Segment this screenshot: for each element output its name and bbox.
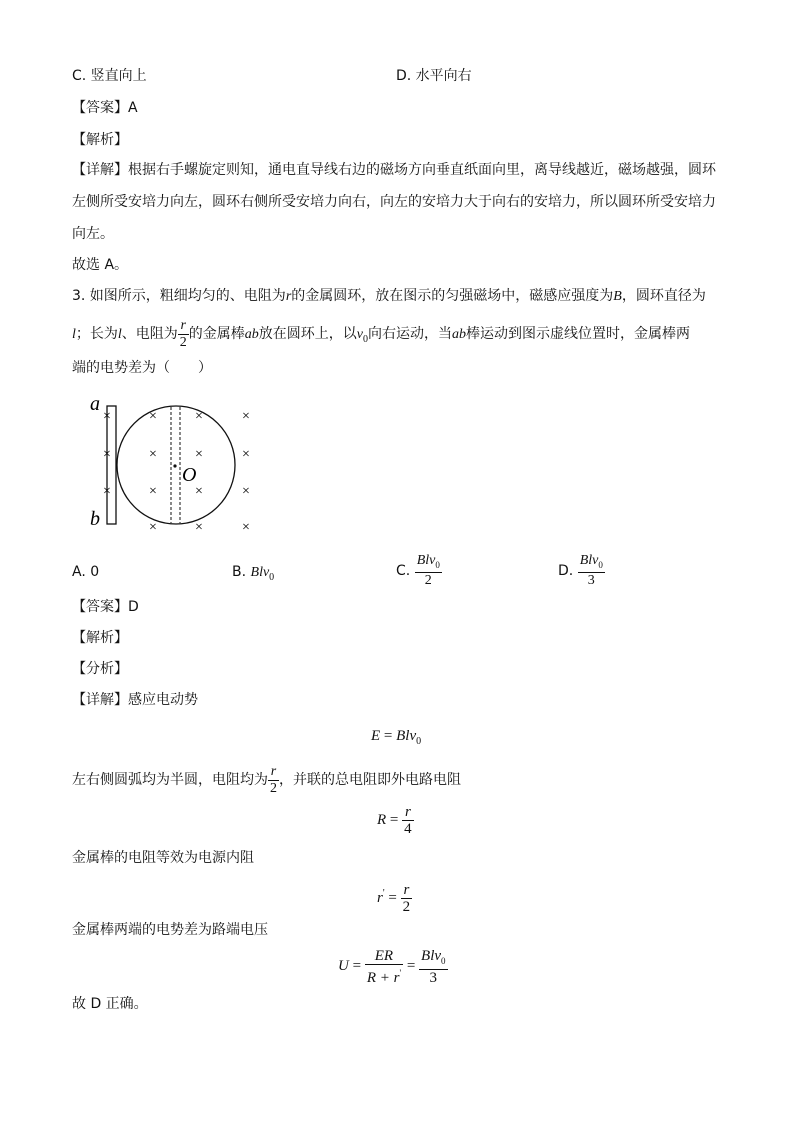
- option-a: A. 0: [72, 564, 100, 580]
- label-o: O: [182, 464, 197, 486]
- field-cross: ×: [103, 409, 111, 424]
- text-terminal-voltage: 金属棒两端的电势差为路端电压: [72, 922, 268, 938]
- equation-external-resistance: R = $\frac{r}{4}$: [377, 804, 412, 838]
- field-cross: ×: [242, 447, 250, 462]
- answer-label-3: 【答案】D: [72, 599, 139, 615]
- equation-emf: E = Blv$_0$: [371, 728, 422, 747]
- text-internal-resistance: 金属棒的电阻等效为电源内阻: [72, 850, 254, 866]
- field-cross: ×: [103, 484, 111, 499]
- fraction-r-over-2: $\frac{r}{2}$: [179, 317, 187, 350]
- center-dot: [173, 464, 176, 467]
- fenxi-label: 【分析】: [72, 661, 128, 677]
- question-3-line-1: 3. 如图所示，粗细均匀的、电阻为r的金属圆环，放在图示的匀强磁场中，磁感应强度为B，圆环直径为: [72, 288, 706, 304]
- field-cross: ×: [195, 409, 203, 424]
- field-crosses: [103, 409, 250, 535]
- field-cross: ×: [149, 484, 157, 499]
- field-cross: ×: [242, 520, 250, 535]
- field-cross: ×: [242, 484, 250, 499]
- option-b: B. Blv$_0$: [232, 564, 275, 583]
- detail-line-1: 【详解】根据右手螺旋定则知，通电直导线右边的磁场方向垂直纸面向里，离导线越近，磁场越强，圆环: [72, 162, 716, 178]
- text-half-arcs: 左右侧圆弧均为半圆，电阻均为 $\frac{r}{2}$ ，并联的总电阻即外电路电阻: [72, 763, 461, 796]
- label-b: b: [90, 508, 100, 530]
- analysis-label-3: 【解析】: [72, 630, 128, 646]
- option-c: C. 竖直向上: [72, 68, 147, 84]
- field-cross: ×: [195, 447, 203, 462]
- field-cross: ×: [149, 447, 157, 462]
- field-cross: ×: [195, 520, 203, 535]
- question-3-line-2: l；长为l、电阻为 $\frac{r}{2}$ 的金属棒ab放在圆环上，以$v_0$向右运动，当ab棒运动到图示虚线位置时，金属棒两: [72, 317, 690, 350]
- detail-line-2: 左侧所受安培力向左，圆环右侧所受安培力向右，向左的安培力大于向右的安培力，所以圆环所受安培力: [72, 194, 716, 210]
- field-cross: ×: [242, 409, 250, 424]
- answer-label: 【答案】A: [72, 100, 138, 116]
- option-d: D. 水平向右: [396, 68, 472, 84]
- conclusion: 故选 A。: [72, 257, 129, 273]
- label-a: a: [90, 393, 100, 415]
- field-cross: ×: [195, 484, 203, 499]
- field-cross: ×: [149, 409, 157, 424]
- conclusion-3: 故 D 正确。: [72, 996, 148, 1012]
- question-3-line-3: 端的电势差为（ ）: [72, 360, 212, 376]
- equation-terminal-voltage: U = $\frac{ER}{R + r'}$ = $\frac{Blv_0}{3}$: [338, 947, 446, 986]
- field-cross: ×: [103, 447, 111, 462]
- option-c-formula: C. $\frac{Blv_0}{2}$: [396, 552, 440, 589]
- option-d-formula: D. $\frac{Blv_0}{3}$: [558, 552, 603, 589]
- equation-internal-resistance: r' = $\frac{r}{2}$: [377, 882, 411, 916]
- magnetic-field-figure: [80, 392, 270, 542]
- field-cross: ×: [149, 520, 157, 535]
- detail-emf: 【详解】感应电动势: [72, 692, 198, 708]
- analysis-label: 【解析】: [72, 132, 128, 148]
- detail-line-3: 向左。: [72, 226, 114, 242]
